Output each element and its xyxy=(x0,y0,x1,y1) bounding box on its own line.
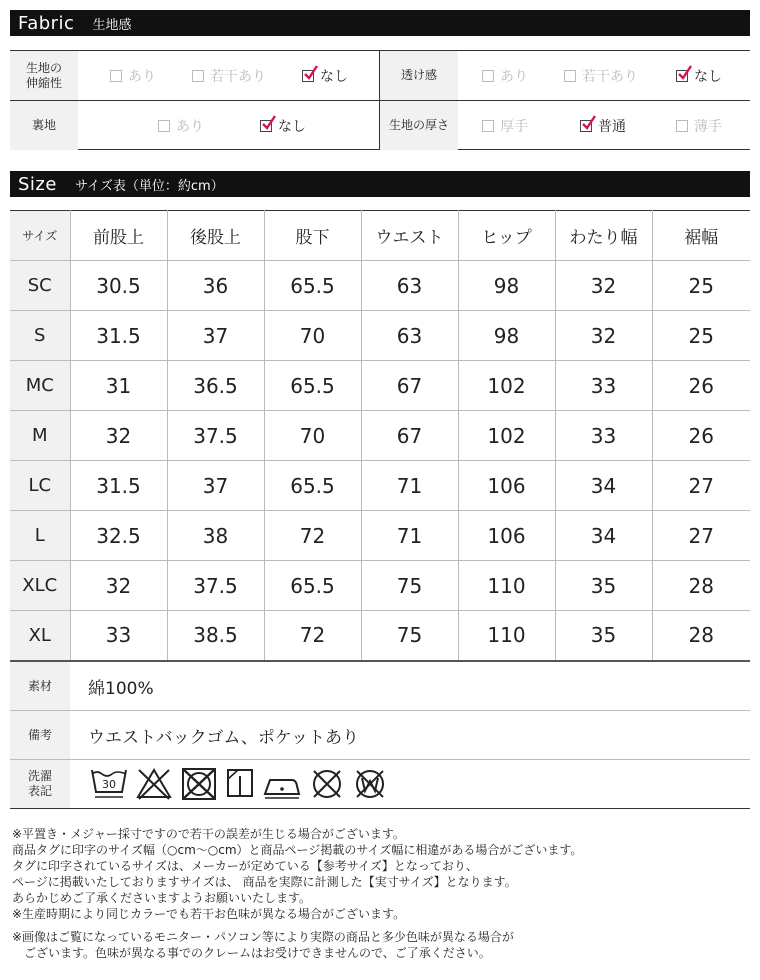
material-value: 綿100% xyxy=(88,678,154,699)
size-subtitle: サイズ表（単位：約cm） xyxy=(74,178,224,194)
sheer-label: 透け感 xyxy=(380,51,458,100)
thickness-label: 生地の厚さ xyxy=(380,101,458,150)
thickness-option-label: 薄手 xyxy=(694,118,722,135)
sheer-option xyxy=(676,51,722,100)
size-value-cell: 35 xyxy=(555,561,652,611)
size-value-cell: 102 xyxy=(458,411,555,461)
size-value-cell: 28 xyxy=(652,561,750,611)
size-column-header: ウエスト xyxy=(361,211,458,261)
size-label-cell: S xyxy=(10,311,70,361)
wash-30-icon xyxy=(90,766,128,802)
remarks-row xyxy=(10,711,750,760)
sheer-option-label: あり xyxy=(500,68,528,85)
checkbox-icon xyxy=(482,70,494,82)
size-value-cell: 33 xyxy=(555,411,652,461)
size-value-cell: 106 xyxy=(458,511,555,561)
table-row xyxy=(10,511,750,561)
note-line: ※生産時期により同じカラーでも若干お色味が異なる場合がございます。 xyxy=(12,907,406,921)
lining-option-label: あり xyxy=(176,118,204,135)
size-value-cell: 37 xyxy=(167,311,264,361)
size-value-cell: 65.5 xyxy=(264,261,361,311)
fabric-header-bar xyxy=(10,10,750,36)
size-value-cell: 63 xyxy=(361,261,458,311)
checked-box-icon xyxy=(302,70,314,82)
note-line: タグに印字されているサイズは、メーカーが定めている【参考サイズ】となっており、 xyxy=(12,859,478,873)
fabric-title: Fabric xyxy=(18,12,75,34)
no-wet-clean-icon xyxy=(352,766,388,802)
size-column-header: サイズ xyxy=(10,211,70,261)
stretch-option-label: 若干あり xyxy=(210,68,266,85)
checked-box-icon xyxy=(260,120,272,132)
thickness-option xyxy=(482,101,528,150)
size-value-cell: 31 xyxy=(70,361,167,411)
note-line: あらかじめご了承くださいますようお願いいたします。 xyxy=(12,891,312,905)
table-row xyxy=(10,611,750,661)
sheer-option-label: 若干あり xyxy=(582,68,638,85)
size-label-cell: XL xyxy=(10,611,70,661)
table-row xyxy=(10,411,750,461)
size-value-cell: 38 xyxy=(167,511,264,561)
size-table xyxy=(10,210,750,662)
checkbox-icon xyxy=(676,120,688,132)
size-value-cell: 27 xyxy=(652,461,750,511)
checked-box-icon xyxy=(676,70,688,82)
remarks-value: ウエストバックゴム、ポケットあり xyxy=(88,727,359,748)
table-row xyxy=(10,561,750,611)
size-value-cell: 75 xyxy=(361,611,458,661)
checkbox-icon xyxy=(192,70,204,82)
size-value-cell: 34 xyxy=(555,511,652,561)
size-value-cell: 31.5 xyxy=(70,311,167,361)
thickness-option-label: 厚手 xyxy=(500,118,528,135)
no-tumble-dry-icon xyxy=(180,766,218,802)
info-table xyxy=(10,662,750,809)
checkbox-icon xyxy=(158,120,170,132)
size-value-cell: 32 xyxy=(555,311,652,361)
wash-temp: 30 xyxy=(102,778,116,791)
size-label-cell: SC xyxy=(10,261,70,311)
size-column-header: ヒップ xyxy=(458,211,555,261)
checked-box-icon xyxy=(580,120,592,132)
note-line: ございます。色味が異なる事でのクレームはお受けできませんので、ご了承ください。 xyxy=(24,946,491,960)
size-label-cell: L xyxy=(10,511,70,561)
size-label-cell: LC xyxy=(10,461,70,511)
note-line: ※画像はご覧になっているモニター・パソコン等により実際の商品と多少色味が異なる場合が xyxy=(12,930,514,944)
lining-option xyxy=(158,101,204,150)
checkbox-icon xyxy=(110,70,122,82)
size-title: Size xyxy=(18,173,57,195)
stretch-option xyxy=(110,51,156,100)
fabric-subtitle: 生地感 xyxy=(92,17,132,33)
size-value-cell: 67 xyxy=(361,411,458,461)
size-column-header: 後股上 xyxy=(167,211,264,261)
size-column-header: わたり幅 xyxy=(555,211,652,261)
table-row xyxy=(10,261,750,311)
remarks-label: 備考 xyxy=(10,711,70,759)
size-value-cell: 71 xyxy=(361,511,458,561)
material-label: 素材 xyxy=(10,662,70,710)
table-row xyxy=(10,461,750,511)
fabric-table xyxy=(10,50,750,150)
size-value-cell: 37.5 xyxy=(167,561,264,611)
size-value-cell: 32 xyxy=(555,261,652,311)
size-value-cell: 70 xyxy=(264,311,361,361)
thickness-option-label: 普通 xyxy=(598,118,626,135)
size-header-bar xyxy=(10,171,750,197)
thickness-option xyxy=(676,101,722,150)
checkbox-icon xyxy=(564,70,576,82)
size-value-cell: 102 xyxy=(458,361,555,411)
size-value-cell: 32 xyxy=(70,411,167,461)
lining-option xyxy=(260,101,306,150)
size-column-header: 前股上 xyxy=(70,211,167,261)
size-value-cell: 33 xyxy=(555,361,652,411)
size-label-cell: XLC xyxy=(10,561,70,611)
size-value-cell: 63 xyxy=(361,311,458,361)
no-bleach-icon xyxy=(135,766,173,802)
size-value-cell: 32 xyxy=(70,561,167,611)
table-row xyxy=(10,311,750,361)
size-value-cell: 31.5 xyxy=(70,461,167,511)
size-value-cell: 35 xyxy=(555,611,652,661)
size-value-cell: 26 xyxy=(652,411,750,461)
size-value-cell: 26 xyxy=(652,361,750,411)
stretch-option-label: あり xyxy=(128,68,156,85)
lining-option-label: なし xyxy=(278,118,306,135)
material-row xyxy=(10,662,750,711)
size-value-cell: 34 xyxy=(555,461,652,511)
sheer-option xyxy=(564,51,638,100)
size-value-cell: 25 xyxy=(652,311,750,361)
stretch-label: 生地の 伸縮性 xyxy=(10,51,78,100)
size-value-cell: 72 xyxy=(264,611,361,661)
size-value-cell: 98 xyxy=(458,311,555,361)
size-value-cell: 65.5 xyxy=(264,461,361,511)
size-header-row xyxy=(10,211,750,261)
size-column-header: 股下 xyxy=(264,211,361,261)
size-value-cell: 71 xyxy=(361,461,458,511)
size-value-cell: 67 xyxy=(361,361,458,411)
no-dry-clean-icon xyxy=(309,766,345,802)
size-value-cell: 36.5 xyxy=(167,361,264,411)
size-value-cell: 72 xyxy=(264,511,361,561)
size-value-cell: 65.5 xyxy=(264,361,361,411)
notes xyxy=(12,826,748,961)
note-line: ページに掲載いたしておりますサイズは、 商品を実際に計測した【実寸サイズ】となります。 xyxy=(12,875,517,889)
size-label-cell: M xyxy=(10,411,70,461)
size-label-cell: MC xyxy=(10,361,70,411)
size-column-header: 裾幅 xyxy=(652,211,750,261)
care-icons xyxy=(90,766,388,802)
size-value-cell: 36 xyxy=(167,261,264,311)
note-line: 商品タグに印字のサイズ幅（○cm〜○cm）と商品ページ掲載のサイズ幅に相違がある場合がございます。 xyxy=(12,843,583,857)
sheer-option xyxy=(482,51,528,100)
note-line: ※平置き・メジャー採寸ですので若干の誤差が生じる場合がございます。 xyxy=(12,827,405,841)
lining-label: 裏地 xyxy=(10,101,78,150)
size-value-cell: 110 xyxy=(458,561,555,611)
size-value-cell: 110 xyxy=(458,611,555,661)
size-value-cell: 27 xyxy=(652,511,750,561)
size-value-cell: 32.5 xyxy=(70,511,167,561)
table-row xyxy=(10,361,750,411)
iron-low-icon xyxy=(262,766,302,802)
stretch-option xyxy=(192,51,266,100)
size-value-cell: 28 xyxy=(652,611,750,661)
size-value-cell: 65.5 xyxy=(264,561,361,611)
size-value-cell: 33 xyxy=(70,611,167,661)
line-dry-icon xyxy=(225,766,255,802)
size-value-cell: 75 xyxy=(361,561,458,611)
size-value-cell: 38.5 xyxy=(167,611,264,661)
size-value-cell: 25 xyxy=(652,261,750,311)
stretch-option-label: なし xyxy=(320,68,348,85)
checkbox-icon xyxy=(482,120,494,132)
size-value-cell: 37 xyxy=(167,461,264,511)
size-value-cell: 106 xyxy=(458,461,555,511)
stretch-option xyxy=(302,51,348,100)
sheer-option-label: なし xyxy=(694,68,722,85)
size-value-cell: 37.5 xyxy=(167,411,264,461)
size-value-cell: 70 xyxy=(264,411,361,461)
size-value-cell: 30.5 xyxy=(70,261,167,311)
size-value-cell: 98 xyxy=(458,261,555,311)
thickness-option xyxy=(580,101,626,150)
care-label: 洗濯 表記 xyxy=(10,760,70,808)
care-row xyxy=(10,760,750,809)
